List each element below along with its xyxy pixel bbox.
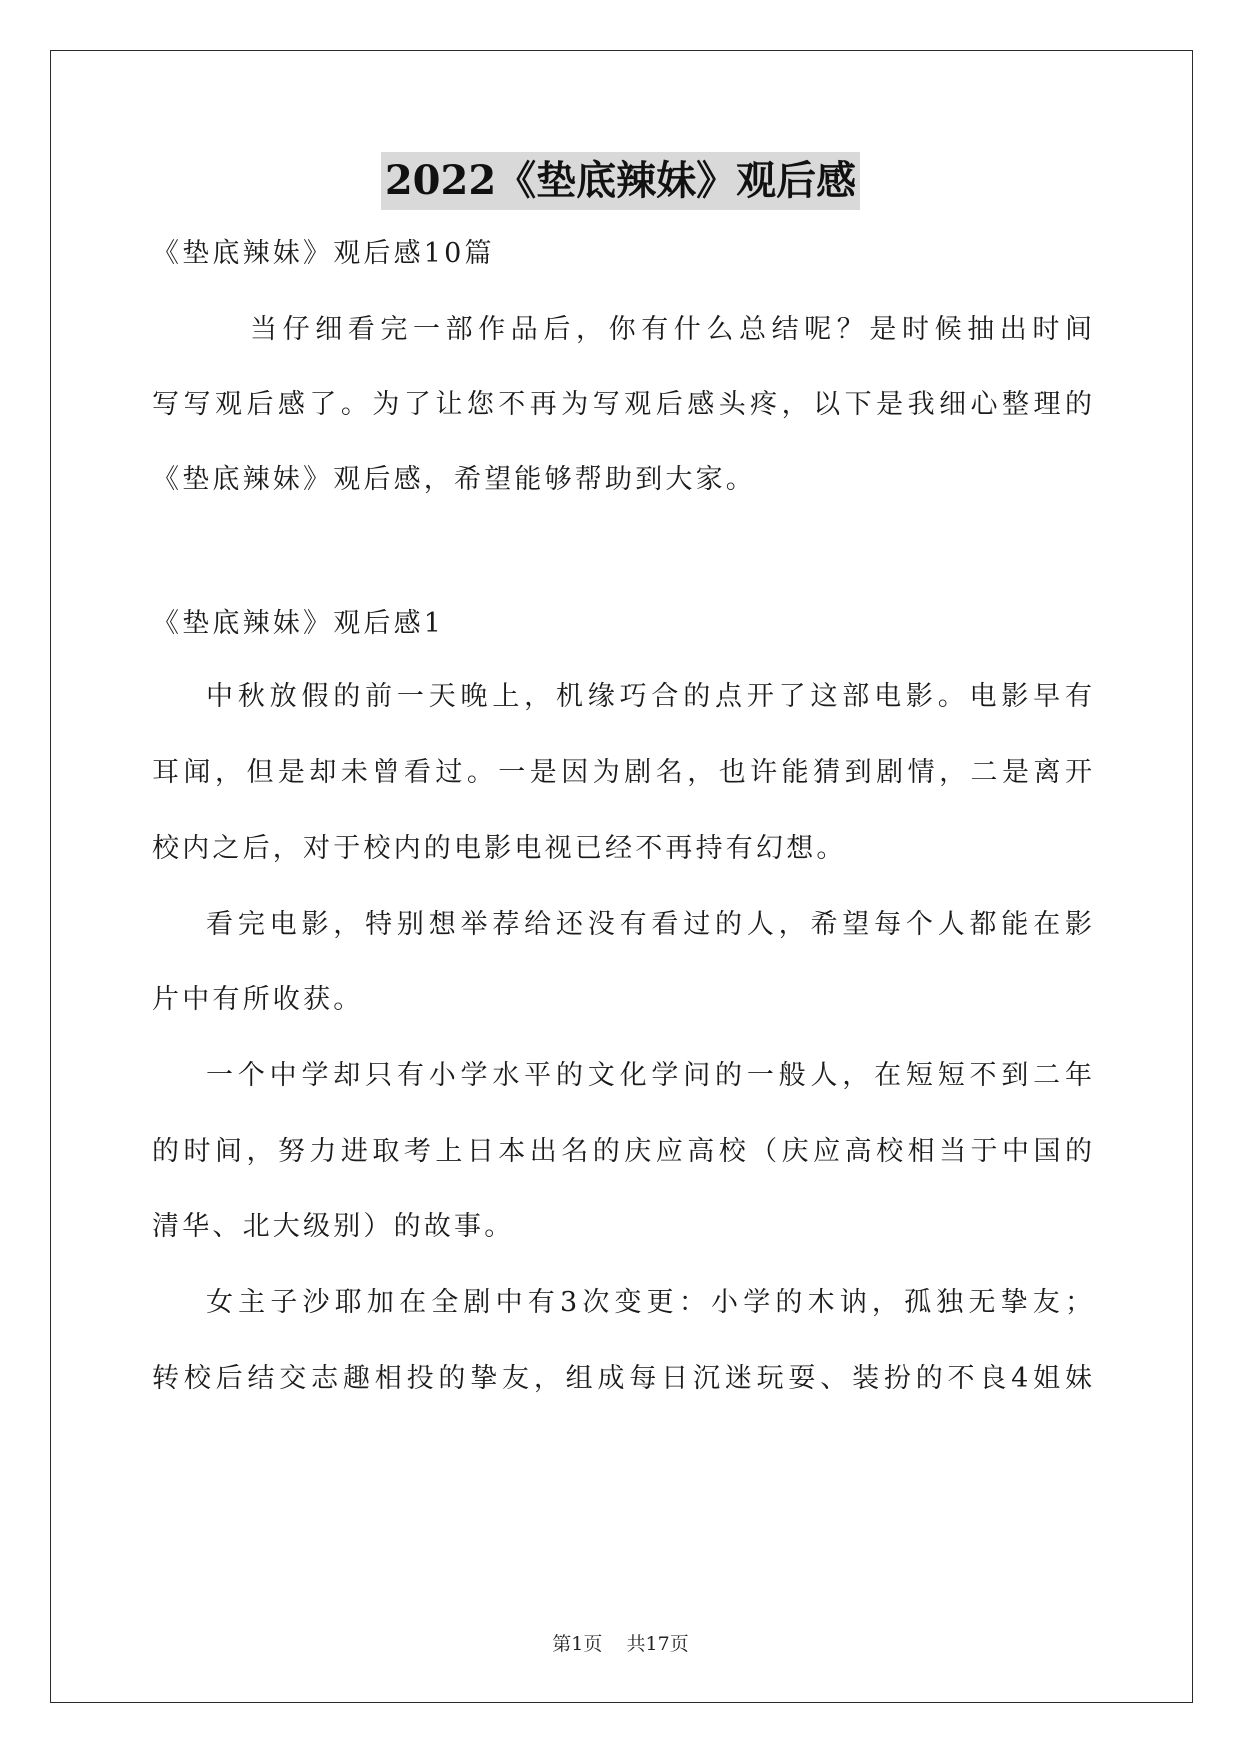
page-border xyxy=(50,50,1193,1703)
intro-line-1: 当仔细看完一部作品后，你有什么总结呢？是时候抽出时间 xyxy=(250,314,1092,345)
para3-line-3: 清华、北大级别）的故事。 xyxy=(152,1211,515,1242)
para4-line-1: 女主子沙耶加在全剧中有3次变更：小学的木讷，孤独无挚友； xyxy=(206,1287,1092,1318)
title-container xyxy=(0,152,1241,210)
para2-line-1: 看完电影，特别想举荐给还没有看过的人，希望每个人都能在影 xyxy=(206,909,1092,940)
page-number-footer: 第1页 共17页 xyxy=(552,1633,689,1655)
document-subtitle: 《垫底辣妹》观后感10篇 xyxy=(152,238,495,269)
para1-line-3: 校内之后，对于校内的电影电视已经不再持有幻想。 xyxy=(152,833,847,864)
section-heading: 《垫底辣妹》观后感1 xyxy=(152,608,445,639)
para1-line-2: 耳闻，但是却未曾看过。一是因为剧名，也许能猜到剧情，二是离开 xyxy=(152,757,1092,788)
para2-line-2: 片中有所收获。 xyxy=(152,984,364,1015)
intro-line-3: 《垫底辣妹》观后感，希望能够帮助到大家。 xyxy=(152,464,756,495)
para4-line-2: 转校后结交志趣相投的挚友，组成每日沉迷玩耍、装扮的不良4姐妹 xyxy=(152,1363,1092,1394)
document-title: 2022《垫底辣妹》观后感 xyxy=(381,152,860,210)
intro-line-2: 写写观后感了。为了让您不再为写观后感头疼，以下是我细心整理的 xyxy=(152,389,1092,420)
para3-line-2: 的时间，努力进取考上日本出名的庆应高校（庆应高校相当于中国的 xyxy=(152,1136,1092,1167)
para3-line-1: 一个中学却只有小学水平的文化学问的一般人，在短短不到二年 xyxy=(206,1060,1092,1091)
para1-line-1: 中秋放假的前一天晚上，机缘巧合的点开了这部电影。电影早有 xyxy=(206,681,1092,712)
